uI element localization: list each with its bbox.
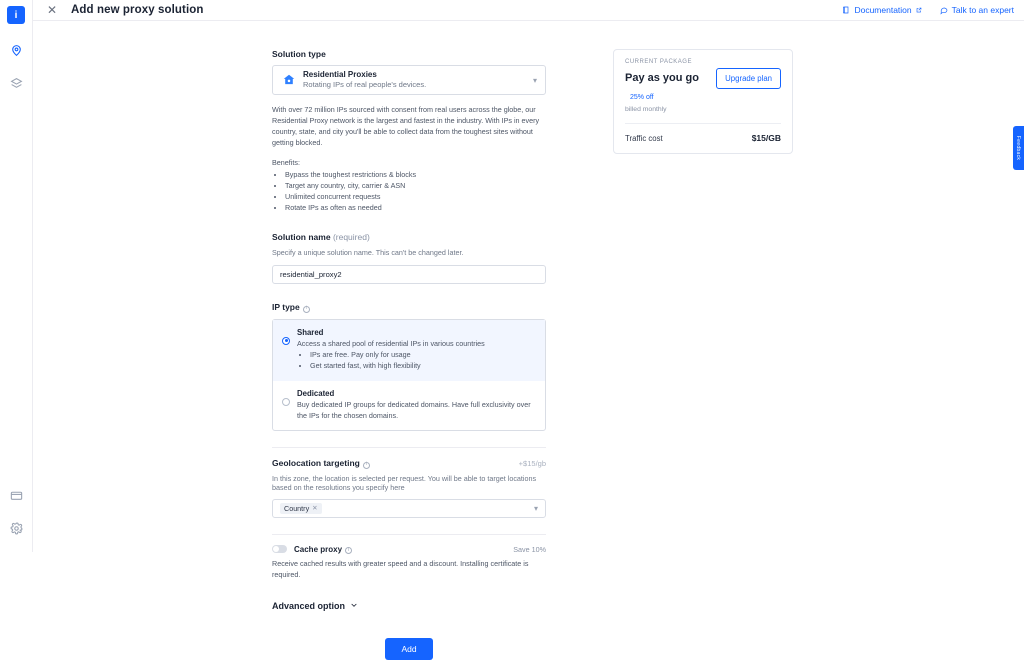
- feedback-tab-label: Feedback: [1015, 135, 1022, 161]
- solution-name-hint: Specify a unique solution name. This can't be changed later.: [272, 248, 464, 258]
- solution-type-label: Solution type: [272, 49, 326, 59]
- ip-type-label-text: IP type: [272, 302, 300, 313]
- current-package-info: [625, 68, 716, 113]
- list-item: • Target any country, city, carrier & ASN: [285, 180, 546, 191]
- solution-type-select[interactable]: [272, 65, 546, 95]
- solution-description: With over 72 million IPs sourced with consent from real users across the globe, our Residential Proxy network is the largest and fastest in the industry. With IPs in every country, state, and city you'll be able to collect data from the toughest sites without getting blocked.: [272, 105, 540, 148]
- documentation-link[interactable]: [842, 5, 921, 15]
- solution-type-title: Residential Proxies: [303, 70, 377, 80]
- gear-icon: [10, 522, 23, 540]
- divider: [625, 123, 781, 124]
- ip-type-label: [272, 302, 546, 312]
- location-pin-icon: [10, 44, 23, 62]
- geolocation-label-text: Geolocation targeting: [272, 458, 360, 469]
- geolocation-label: [272, 458, 370, 468]
- external-link-icon: [916, 7, 922, 13]
- radio-shared[interactable]: [282, 337, 290, 345]
- book-icon: [842, 6, 850, 14]
- layers-icon: [10, 77, 23, 95]
- current-package-card: [613, 49, 793, 154]
- upgrade-plan-button[interactable]: Upgrade plan: [716, 68, 781, 89]
- solution-name-label: [272, 232, 546, 242]
- cache-proxy-toggle[interactable]: [272, 545, 287, 553]
- cache-proxy-save-tag: Save 10%: [513, 544, 546, 554]
- list-item: • Unlimited concurrent requests: [285, 191, 546, 202]
- cache-proxy-label-text: Cache proxy: [294, 544, 343, 554]
- sidebar-item-proxies[interactable]: [5, 42, 27, 64]
- ip-type-shared-desc: Access a shared pool of residential IPs in various countries: [297, 338, 485, 348]
- advanced-option-toggle[interactable]: [272, 601, 546, 611]
- main-area: [33, 0, 1024, 654]
- cache-proxy-desc: Receive cached results with greater speed and a discount. Installing certificate is required.: [272, 558, 529, 579]
- documentation-link-label: Documentation: [854, 5, 912, 15]
- solution-type-subtitle: Rotating IPs of real people's devices.: [303, 80, 427, 90]
- solution-name-label-text: Solution name: [272, 232, 331, 243]
- ip-type-option-dedicated[interactable]: [273, 381, 545, 431]
- sidebar-item-settings[interactable]: [5, 520, 27, 542]
- divider: [272, 447, 546, 448]
- ip-type-dedicated-desc: Buy dedicated IP groups for dedicated domains. Have full exclusivity over the IPs for the chosen domains.: [297, 399, 531, 420]
- chevron-down-icon: ▾: [532, 75, 537, 85]
- geolocation-price: +$15/gb: [518, 459, 546, 469]
- info-icon[interactable]: i: [363, 462, 370, 469]
- submit-row: [272, 638, 546, 660]
- sidebar-item-billing[interactable]: [5, 487, 27, 509]
- talk-to-expert-label: Talk to an expert: [951, 5, 1014, 15]
- ip-type-shared-bullets: [297, 350, 536, 372]
- ip-type-shared-title: Shared: [297, 327, 324, 337]
- cache-proxy-row: [272, 545, 546, 554]
- chat-icon: [940, 6, 948, 14]
- sidebar-item-datasets[interactable]: [5, 75, 27, 97]
- ip-type-dedicated-title: Dedicated: [297, 388, 335, 398]
- wallet-icon: [10, 489, 23, 507]
- benefits-list: [272, 169, 546, 214]
- geolocation-select[interactable]: [272, 499, 546, 518]
- close-icon[interactable]: ✕: [46, 3, 58, 17]
- page-body: [33, 21, 1024, 654]
- list-item: • Rotate IPs as often as needed: [285, 202, 546, 213]
- list-item: • IPs are free. Pay only for usage: [310, 350, 536, 361]
- proxy-form: [272, 49, 546, 660]
- close-icon[interactable]: ✕: [312, 505, 318, 513]
- feedback-tab[interactable]: [1013, 126, 1024, 170]
- page-title: Add new proxy solution: [71, 4, 204, 16]
- ip-type-dedicated-body: [297, 389, 536, 422]
- info-icon[interactable]: i: [345, 547, 352, 554]
- benefits-title: Benefits:: [272, 157, 300, 167]
- current-package-main: [625, 68, 781, 113]
- current-package-billing: billed monthly: [625, 106, 667, 113]
- list-item: • Bypass the toughest restrictions & blocks: [285, 169, 546, 180]
- app-logo[interactable]: i: [7, 6, 25, 24]
- geolocation-chip[interactable]: [280, 503, 322, 514]
- chevron-down-icon: [350, 601, 358, 611]
- house-proxy-icon: [281, 73, 296, 88]
- traffic-cost-value: $15/GB: [751, 133, 781, 143]
- traffic-cost-label: Traffic cost: [625, 133, 663, 143]
- left-rail: [0, 0, 33, 552]
- header-actions: [842, 5, 1014, 15]
- traffic-cost-row: [625, 133, 781, 143]
- current-package-name: Pay as you go: [625, 72, 699, 84]
- radio-dedicated[interactable]: [282, 398, 290, 406]
- solution-type-text: [303, 70, 527, 90]
- list-item: • Get started fast, with high flexibility: [310, 361, 536, 372]
- add-button[interactable]: Add: [385, 638, 432, 660]
- advanced-option-label: Advanced option: [272, 600, 346, 611]
- talk-to-expert-link[interactable]: [940, 5, 1014, 15]
- geolocation-header: [272, 458, 546, 468]
- divider: [272, 534, 546, 535]
- info-icon[interactable]: i: [303, 306, 310, 313]
- ip-type-card: [272, 319, 546, 432]
- geolocation-desc: In this zone, the location is selected per request. You will be able to target locations based on the resolutions you specify here: [272, 473, 537, 492]
- chevron-down-icon: ▾: [533, 503, 538, 513]
- current-package-caption: CURRENT PACKAGE: [625, 59, 692, 65]
- geolocation-chip-label: Country: [284, 503, 310, 513]
- ip-type-shared-body: [297, 328, 536, 372]
- page-header: [33, 0, 1024, 21]
- cache-proxy-label: [294, 545, 352, 554]
- ip-type-option-shared[interactable]: [273, 320, 545, 381]
- solution-name-input[interactable]: [272, 265, 546, 284]
- current-package-discount: 25% off: [630, 94, 654, 101]
- solution-name-required: (required): [332, 232, 370, 243]
